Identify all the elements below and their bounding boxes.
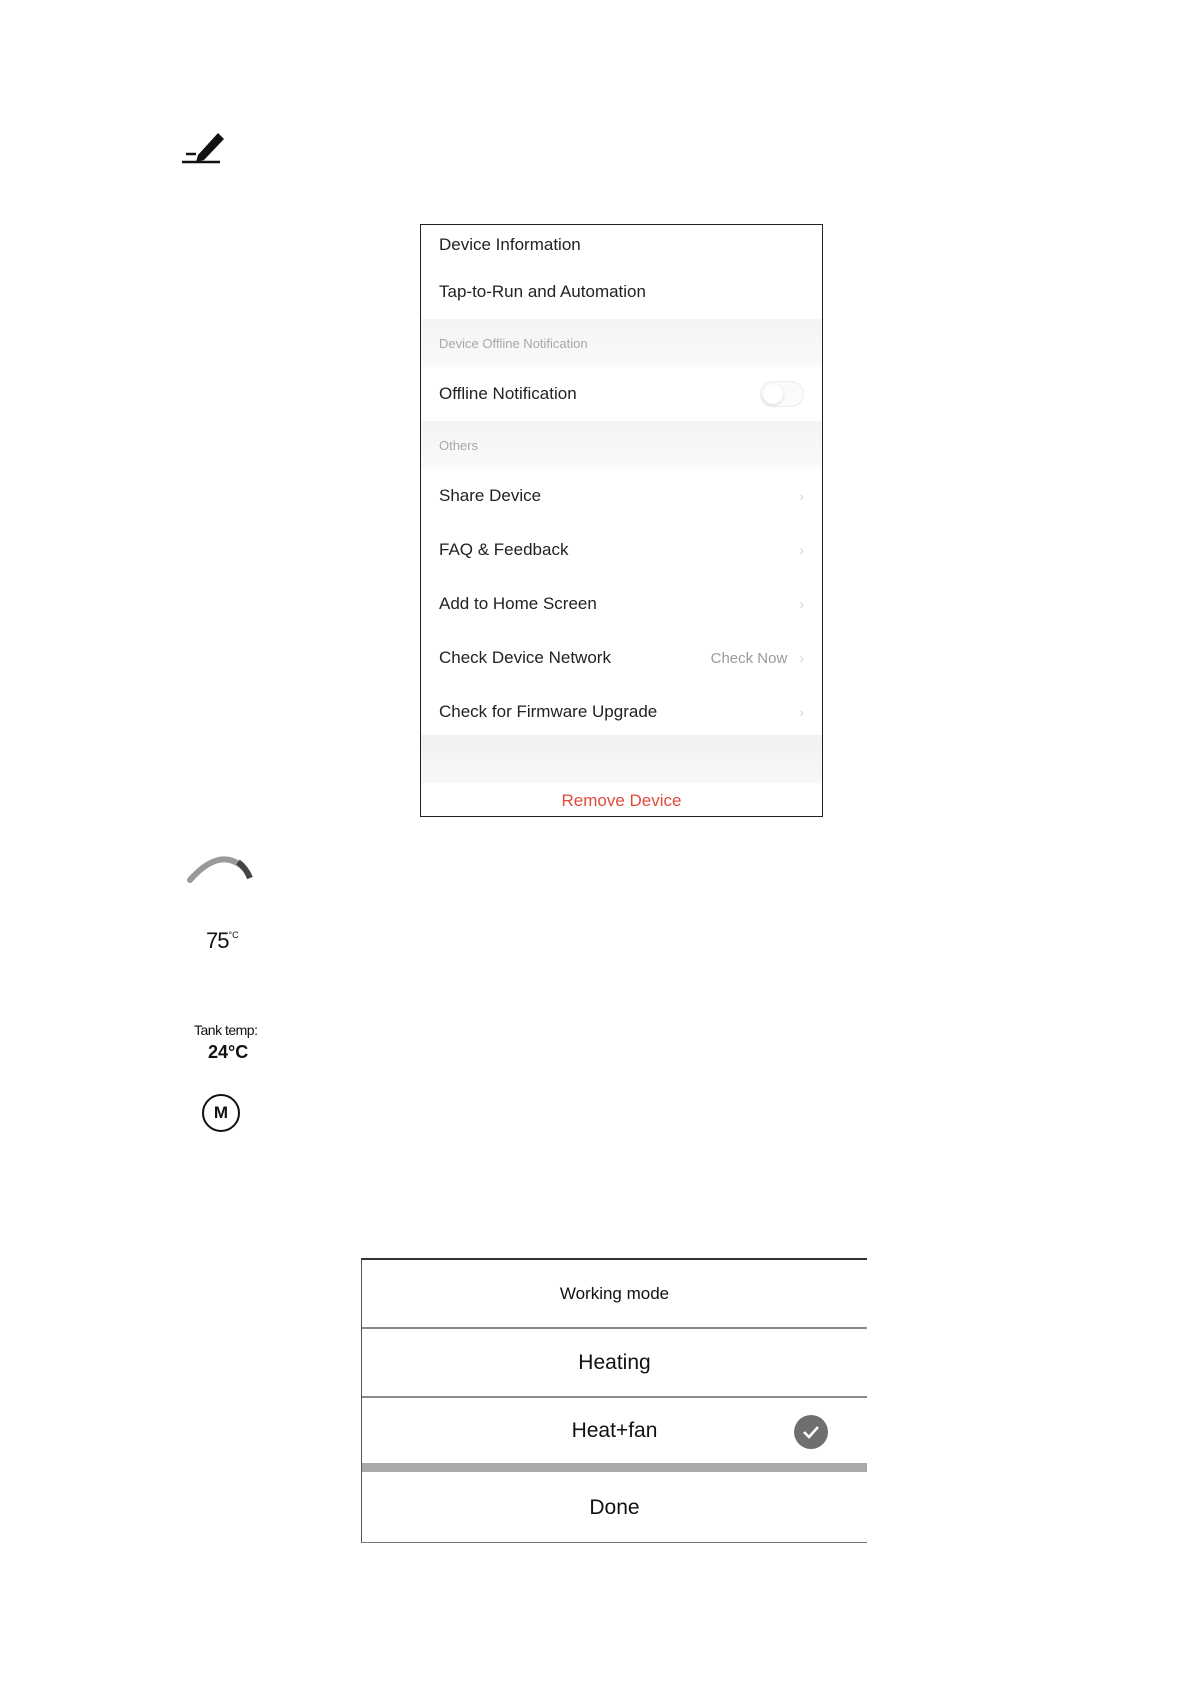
working-mode-dialog bbox=[361, 1258, 867, 1543]
row-label: Tap-to-Run and Automation bbox=[439, 282, 646, 301]
tank-temp-label: Tank temp: bbox=[194, 1022, 258, 1038]
row-label: Share Device bbox=[439, 486, 542, 505]
chevron-right-icon: › bbox=[799, 650, 804, 666]
gauge-arc-icon bbox=[186, 850, 258, 890]
mode-option-heating[interactable]: Heating bbox=[578, 1350, 651, 1374]
settings-row-check-device-network[interactable] bbox=[421, 631, 822, 685]
temperature-value: 75 bbox=[206, 928, 229, 953]
divider-thick bbox=[362, 1463, 867, 1472]
settings-row-add-to-home-screen[interactable] bbox=[421, 577, 822, 631]
temperature-setting bbox=[206, 928, 239, 954]
row-label: Add to Home Screen bbox=[439, 594, 597, 613]
row-label: Offline Notification bbox=[439, 384, 577, 403]
row-label: FAQ & Feedback bbox=[439, 540, 569, 559]
tank-temp-value: 24°C bbox=[208, 1042, 249, 1062]
check-now-hint: Check Now bbox=[710, 649, 788, 667]
working-mode-title: Working mode bbox=[559, 1283, 670, 1303]
temperature-unit: °C bbox=[228, 930, 239, 940]
mode-m-icon bbox=[202, 1094, 240, 1132]
done-button[interactable]: Done bbox=[589, 1496, 640, 1519]
settings-row-share-device[interactable] bbox=[421, 469, 822, 523]
mode-letter: M bbox=[213, 1103, 229, 1122]
settings-row-firmware-upgrade[interactable] bbox=[421, 685, 822, 739]
section-header-others: Others bbox=[421, 421, 822, 469]
section-header-device-offline: Device Offline Notification bbox=[421, 319, 822, 367]
mode-option-heat-fan[interactable]: Heat+fan bbox=[571, 1419, 658, 1442]
edit-pencil-icon bbox=[182, 126, 228, 166]
row-label: Device Information bbox=[439, 235, 581, 254]
settings-row-tap-to-run[interactable] bbox=[421, 265, 822, 319]
settings-row-offline-notification bbox=[421, 367, 822, 421]
chevron-right-icon: › bbox=[799, 704, 804, 720]
settings-row-device-information[interactable] bbox=[421, 225, 822, 265]
remove-device-button[interactable]: Remove Device bbox=[561, 790, 682, 810]
device-settings-panel bbox=[420, 224, 823, 817]
chevron-right-icon: › bbox=[799, 488, 804, 504]
checkmark-selected-icon bbox=[794, 1415, 828, 1449]
chevron-right-icon: › bbox=[799, 542, 804, 558]
toggle-knob bbox=[763, 384, 783, 404]
settings-row-faq-feedback[interactable] bbox=[421, 523, 822, 577]
row-label: Check for Firmware Upgrade bbox=[439, 702, 658, 721]
section-gap bbox=[421, 735, 822, 783]
offline-notification-toggle[interactable] bbox=[760, 381, 804, 407]
chevron-right-icon: › bbox=[799, 596, 804, 612]
row-label: Check Device Network bbox=[439, 648, 611, 667]
check-glyph bbox=[802, 1425, 820, 1439]
